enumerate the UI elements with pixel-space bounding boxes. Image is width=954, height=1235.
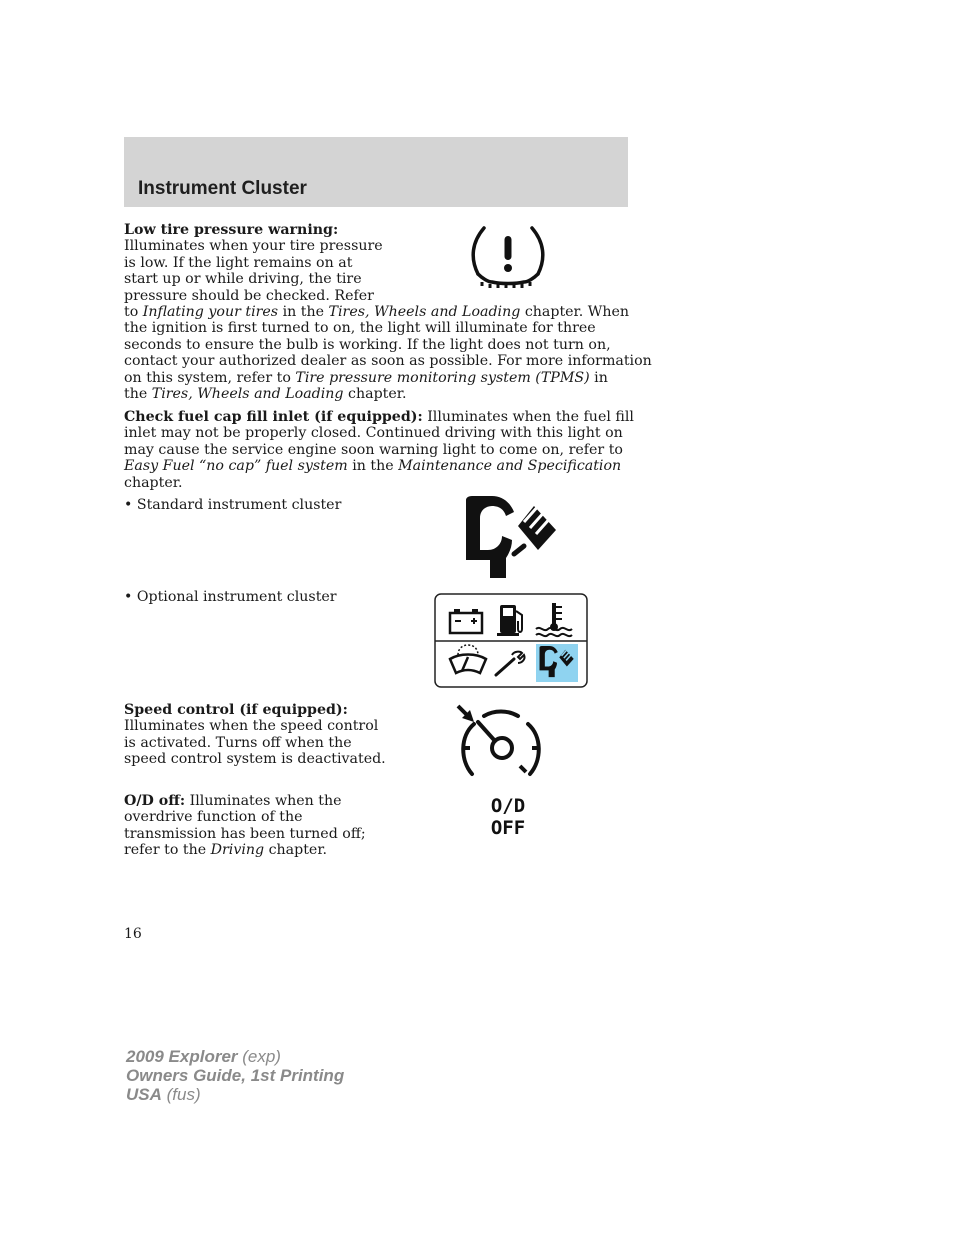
text-line: start up or while driving, the tire: [124, 271, 362, 288]
text-line: contact your authorized dealer as soon as possible. For more information: [124, 353, 652, 370]
ref-tpms: Tire pressure monitoring system (TPMS): [295, 369, 590, 386]
text-line: on this system, refer to: [124, 369, 296, 386]
fuel-cap-icon: [462, 496, 562, 580]
text-line: chapter.: [124, 474, 183, 491]
ref-tires-chapter: Tires, Wheels and Loading: [151, 386, 344, 403]
text-fragment: in: [589, 369, 608, 386]
text-fragment: chapter. When: [520, 304, 630, 321]
footer-market-code: (fus): [161, 1085, 201, 1104]
optional-cluster-panel: [434, 593, 588, 689]
text-line: inlet may not be properly closed. Continued driving with this light on: [124, 425, 623, 442]
od-off-icon-line2: OFF: [490, 817, 526, 839]
text-line: pressure should be checked. Refer: [124, 287, 374, 304]
ref-driving-chapter: Driving: [210, 842, 265, 859]
text-line: the: [124, 386, 152, 403]
text-line: is activated. Turns off when the: [124, 734, 352, 751]
footer-market: USA: [126, 1085, 162, 1104]
section-title: Instrument Cluster: [138, 178, 307, 199]
bullet-standard-cluster: • Standard instrument cluster: [124, 497, 342, 513]
footer: [126, 1047, 344, 1104]
speed-control-icon: [454, 702, 546, 782]
fuel-cap-paragraph: [124, 409, 634, 491]
text-fragment: chapter.: [343, 386, 407, 403]
text-fragment: chapter.: [264, 842, 328, 859]
text-line: Illuminates when your tire pressure: [124, 238, 383, 255]
tire-pressure-paragraph: [124, 222, 652, 402]
page-number: 16: [124, 926, 142, 942]
tire-pressure-icon: [468, 222, 548, 290]
text-fragment: Illuminates when the fuel fill: [422, 409, 634, 425]
text-fragment: in the: [278, 304, 329, 321]
tire-pressure-heading: Low tire pressure warning:: [124, 222, 339, 238]
section-header: [124, 137, 628, 207]
footer-code: (exp): [237, 1047, 281, 1066]
speed-control-paragraph: [124, 702, 386, 768]
footer-guide: Owners Guide, 1st Printing: [126, 1066, 345, 1085]
bullet-optional-cluster: • Optional instrument cluster: [124, 589, 337, 605]
fuel-cap-heading: Check fuel cap fill inlet (if equipped):: [124, 409, 423, 425]
ref-easy-fuel: Easy Fuel “no cap” fuel system: [124, 458, 348, 475]
ref-inflating-tires: Inflating your tires: [142, 304, 279, 321]
footer-model: 2009 Explorer: [126, 1047, 238, 1066]
text-fragment: in the: [347, 458, 399, 475]
text-fragment: Illuminates when the: [185, 793, 342, 809]
text-line: may cause the service engine soon warning light to come on, refer to: [124, 441, 623, 458]
ref-tires-chapter: Tires, Wheels and Loading: [328, 304, 521, 321]
text-line: speed control system is deactivated.: [124, 751, 386, 768]
text-line: Illuminates when the speed control: [124, 718, 379, 735]
text-line: is low. If the light remains on at: [124, 254, 353, 271]
od-off-heading: O/D off:: [124, 793, 186, 809]
od-off-paragraph: [124, 793, 366, 859]
od-off-icon: [478, 795, 538, 839]
text-line: transmission has been turned off;: [124, 825, 366, 842]
text-line: to: [124, 304, 143, 321]
ref-maintenance-chapter: Maintenance and Specification: [398, 458, 622, 475]
text-line: the ignition is first turned to on, the light will illuminate for three: [124, 320, 596, 337]
text-line: refer to the: [124, 842, 211, 859]
speed-control-heading: Speed control (if equipped):: [124, 702, 348, 718]
text-line: seconds to ensure the bulb is working. If the light does not turn on,: [124, 336, 611, 353]
od-off-icon-line1: O/D: [490, 795, 526, 817]
text-line: overdrive function of the: [124, 809, 303, 826]
